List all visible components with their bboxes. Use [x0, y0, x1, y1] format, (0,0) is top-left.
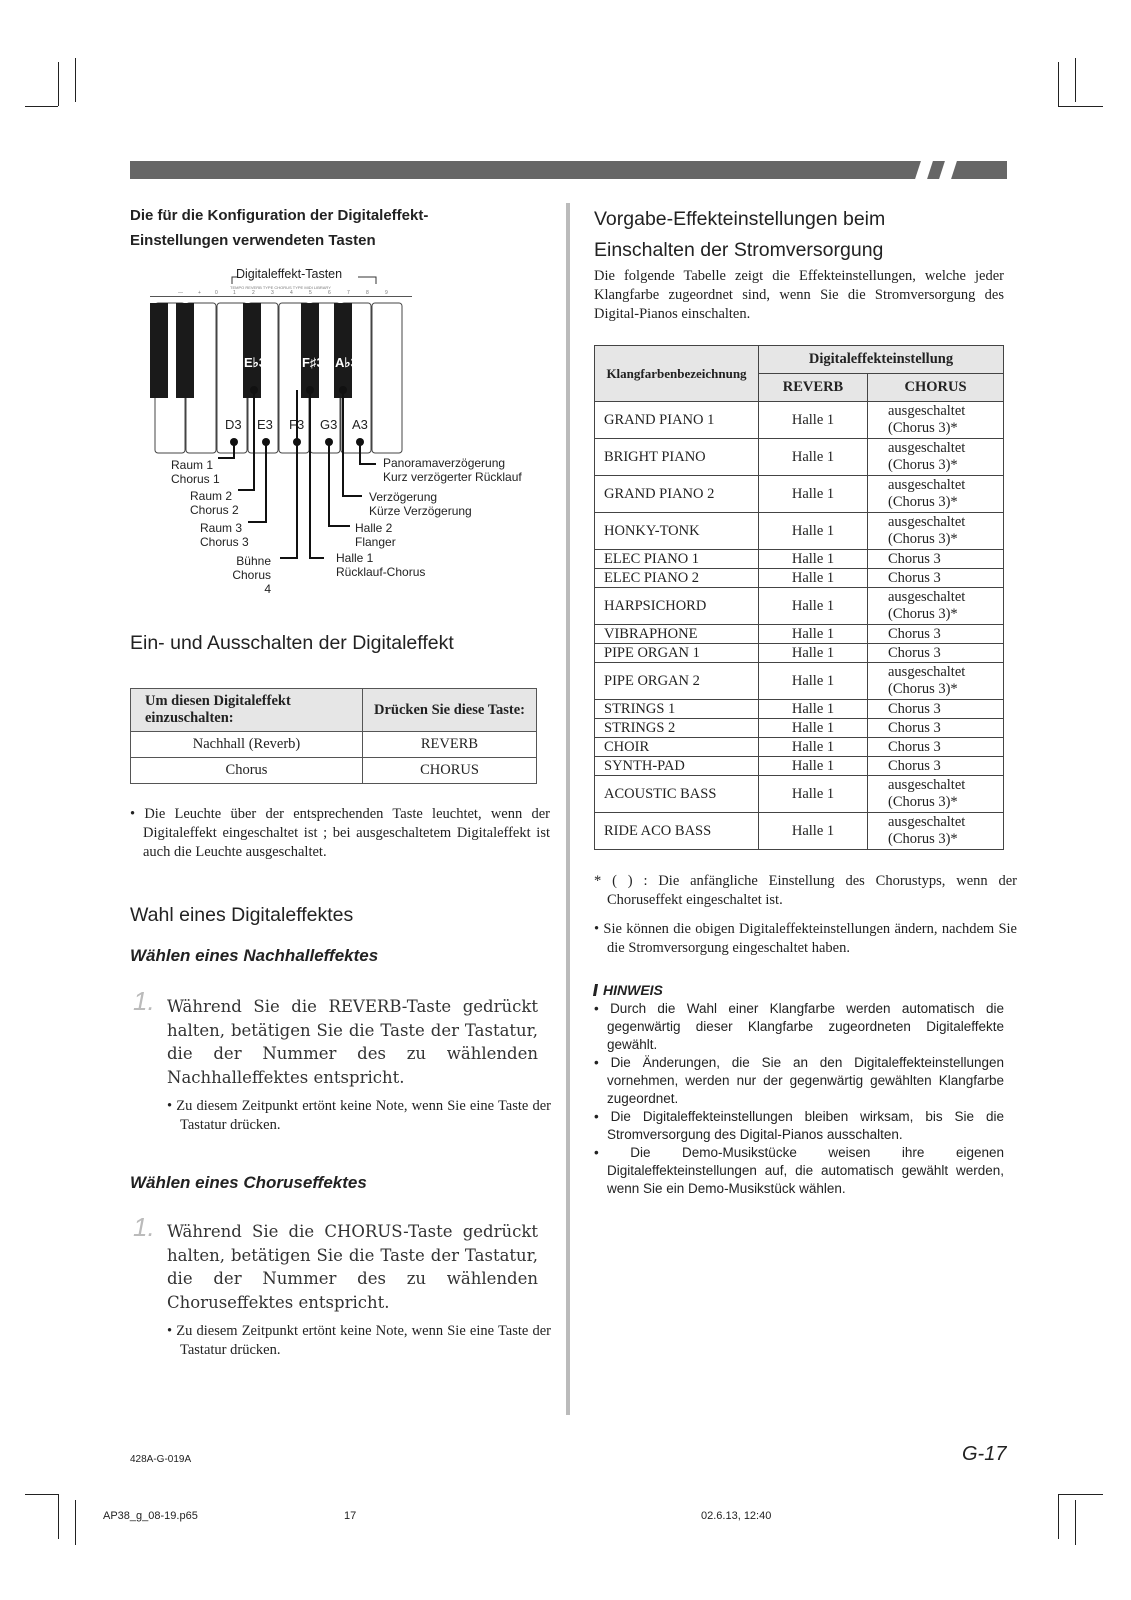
hint-item: • Die Digitaleffekteinstellungen bleiben wirksam, bis Sie die Stromversorgung des Digital-Pianos ausschalten. [594, 1109, 1004, 1142]
cell-tone: STRINGS 2 [595, 719, 759, 738]
chorus-value: ausgeschaltet [888, 664, 966, 680]
print-date: 02.6.13, 12:40 [701, 1510, 772, 1522]
svg-text:4: 4 [290, 290, 293, 296]
chorus-value: Chorus 3 [888, 700, 941, 717]
cell-tone: SYNTH-PAD [595, 757, 759, 776]
cell-tone: STRINGS 1 [595, 700, 759, 719]
defaults-heading-line1: Vorgabe-Effekteinstellungen beim [594, 208, 886, 230]
table-row [131, 732, 537, 758]
cell-reverb: Halle 1 [759, 569, 868, 588]
onoff-table [130, 688, 537, 784]
chorus-value: ausgeschaltet [888, 477, 966, 493]
chorus-value: ausgeschaltet [888, 777, 966, 793]
hint-item: • Die Demo-Musikstücke weisen ihre eigenen Digitaleffekteinstellungen auf, die automatisch gewählt werden, wenn Sie ein Demo-Musikstück wählen. [594, 1145, 1004, 1196]
chorus-value: Chorus 3 [888, 757, 941, 774]
svg-text:8: 8 [366, 290, 369, 296]
cell-chorus [868, 625, 1004, 644]
header-chorus: CHORUS [868, 374, 1004, 402]
cell-tone: ELEC PIANO 1 [595, 550, 759, 569]
chorus-value: Chorus 3 [888, 719, 941, 736]
reverb-subheading: Wählen eines Nachhalleffektes [130, 946, 379, 965]
onoff-heading: Ein- und Ausschalten der Digitaleffekt [130, 632, 454, 654]
cell-chorus [868, 476, 1004, 513]
chorus-value: ausgeschaltet [888, 403, 966, 419]
cell-reverb: Halle 1 [759, 625, 868, 644]
key-label-eb3: E♭3 [244, 355, 267, 370]
callout-room1: Raum 1 Chorus 1 [171, 458, 220, 486]
table-row [595, 738, 1004, 757]
file-name: AP38_g_08-19.p65 [103, 1510, 198, 1522]
header-bar [130, 161, 1007, 179]
cell-tone: HARPSICHORD [595, 588, 759, 625]
cell-tone: PIPE ORGAN 2 [595, 663, 759, 700]
reverb-step-text: Während Sie die REVERB-Taste gedrückt halten, betätigen Sie die Taste der Tastatur, die der Nummer des zu wählenden Nachhalleffektes entspricht. [167, 997, 538, 1087]
cell-tone: ELEC PIANO 2 [595, 569, 759, 588]
cell-chorus [868, 663, 1004, 700]
defaults-heading-line2: Einschalten der Stromversorgung [594, 239, 884, 261]
defaults-intro: Die folgende Tabelle zeigt die Effekteinstellungen, welche jeder Klangfarbe zugeordnet sind, wenn Sie die Stromversorgung des Digital-Pianos einschalten. [594, 268, 1004, 322]
cell-tone: HONKY-TONK [595, 513, 759, 550]
keys-heading [130, 203, 550, 253]
cell-reverb: Halle 1 [759, 439, 868, 476]
chorus-step-text: Während Sie die CHORUS-Taste gedrückt halten, betätigen Sie die Taste der Tastatur, die der Nummer des zu wählenden Choruseffektes entspricht. [167, 1222, 538, 1312]
chorus-initial-value: (Chorus 3)* [888, 494, 958, 510]
cell-reverb: Halle 1 [759, 588, 868, 625]
cell-reverb: Halle 1 [759, 757, 868, 776]
cell-chorus [868, 700, 1004, 719]
keys-heading-line2: Einstellungen verwendeten Tasten [130, 232, 376, 249]
svg-text:2: 2 [252, 290, 255, 296]
callout-room2: Raum 2 Chorus 2 [190, 489, 239, 517]
cell-key: REVERB [363, 732, 537, 758]
cell-reverb: Halle 1 [759, 513, 868, 550]
chorus-initial-value: (Chorus 3)* [888, 457, 958, 473]
table-row [595, 476, 1004, 513]
table-row [595, 757, 1004, 776]
keyboard-diagram [150, 267, 550, 600]
bracket-label: Digitaleffekt-Tasten [236, 267, 343, 281]
cell-reverb: Halle 1 [759, 476, 868, 513]
hint-item: • Durch die Wahl einer Klangfarbe werden automatisch die gegenwärtig dieser Klangfarbe zugeordneten Digitaleffekte gewählt. [594, 1001, 1005, 1052]
chorus-initial-value: (Chorus 3)* [888, 420, 958, 436]
header-reverb: REVERB [759, 374, 868, 402]
key-label-g3: G3 [320, 417, 338, 432]
defaults-heading [594, 204, 885, 266]
chorus-value: ausgeschaltet [888, 589, 966, 605]
cell-reverb: Halle 1 [759, 719, 868, 738]
table-row [595, 513, 1004, 550]
page-number: G-17 [962, 1443, 1007, 1465]
callout-delay: Verzögerung Kürze Verzögerung [369, 490, 472, 518]
cell-tone: PIPE ORGAN 1 [595, 644, 759, 663]
chorus-initial-value: (Chorus 3)* [888, 606, 958, 622]
cell-reverb: Halle 1 [759, 776, 868, 813]
cell-tone: GRAND PIANO 2 [595, 476, 759, 513]
key-label-f3: F3 [289, 417, 305, 432]
chorus-initial-value: (Chorus 3)* [888, 831, 958, 847]
table-row [595, 569, 1004, 588]
reverb-step-number: 1. [133, 986, 155, 1016]
svg-text:6: 6 [328, 290, 331, 296]
hint-item: • Die Änderungen, die Sie an den Digitaleffekteinstellungen vornehmen, werden nur der gegenwärtig gewählten Klangfarbe zugeordnet. [594, 1055, 1004, 1106]
defaults-table-body [595, 402, 1004, 850]
cell-reverb: Halle 1 [759, 550, 868, 569]
chorus-value: ausgeschaltet [888, 440, 966, 456]
chorus-step-note: • Zu diesem Zeitpunkt ertönt keine Note, wenn Sie eine Taste der Tastatur drücken. [167, 1323, 551, 1358]
svg-text:TEMPO REVERB TYPE CHORUS TYP: TEMPO REVERB TYPE CHORUS TYPE MIDI LIBRARY [230, 285, 331, 290]
cell-reverb: Halle 1 [759, 663, 868, 700]
cell-key: CHORUS [363, 758, 537, 784]
chorus-value: Chorus 3 [888, 738, 941, 755]
svg-text:7: 7 [347, 290, 350, 296]
chorus-step-number: 1. [133, 1212, 155, 1242]
table-row [595, 644, 1004, 663]
column-divider [566, 203, 570, 1415]
onoff-header-key: Drücken Sie diese Taste: [363, 689, 537, 732]
chorus-initial-value: (Chorus 3)* [888, 531, 958, 547]
sheet-number: 17 [344, 1510, 357, 1522]
cell-reverb: Halle 1 [759, 644, 868, 663]
svg-text:0: 0 [215, 290, 218, 296]
cell-tone: ACOUSTIC BASS [595, 776, 759, 813]
cell-reverb: Halle 1 [759, 738, 868, 757]
callout-pan-delay: Panoramaverzögerung Kurz verzögerter Rücklauf [383, 456, 522, 484]
table-row [595, 776, 1004, 813]
doc-code: 428A-G-019A [130, 1454, 192, 1465]
cell-reverb: Halle 1 [759, 700, 868, 719]
callout-hall1: Halle 1 Rücklauf-Chorus [336, 551, 426, 579]
table-row [595, 719, 1004, 738]
cell-chorus [868, 588, 1004, 625]
keys-heading-line1: Die für die Konfiguration der Digitaleffekt- [130, 207, 429, 224]
header-effect-group: Digitaleffekteinstellung [759, 346, 1004, 374]
chorus-subheading: Wählen eines Choruseffektes [130, 1173, 367, 1192]
cell-tone: VIBRAPHONE [595, 625, 759, 644]
key-label-fs3: F♯3 [302, 355, 324, 370]
chorus-value: Chorus 3 [888, 644, 941, 661]
callout-stage: Bühne Chorus 4 [232, 554, 271, 596]
chorus-initial-value: (Chorus 3)* [888, 794, 958, 810]
cell-chorus [868, 813, 1004, 850]
cell-chorus [868, 569, 1004, 588]
table-row [595, 550, 1004, 569]
callout-room3: Raum 3 Chorus 3 [200, 521, 249, 549]
footnote: * ( ) : Die anfängliche Einstellung des Chorustyps, wenn der Choruseffekt eingeschaltet ist. [594, 873, 1017, 908]
defaults-table [594, 345, 1004, 850]
chorus-value: Chorus 3 [888, 625, 941, 642]
key-label-e3: E3 [257, 417, 273, 432]
key-label-d3: D3 [225, 417, 242, 432]
cell-chorus [868, 550, 1004, 569]
header-tone: Klangfarbenbezeichnung [595, 346, 759, 402]
chorus-value: Chorus 3 [888, 550, 941, 567]
hint-title [594, 982, 663, 998]
chorus-value: ausgeschaltet [888, 514, 966, 530]
chorus-initial-value: (Chorus 3)* [888, 681, 958, 697]
cell-chorus [868, 644, 1004, 663]
svg-text:+: + [198, 290, 201, 296]
svg-text:—: — [178, 290, 183, 296]
chorus-value: Chorus 3 [888, 569, 941, 586]
svg-text:1: 1 [233, 290, 236, 296]
table-row [595, 813, 1004, 850]
cell-chorus [868, 402, 1004, 439]
table-row [595, 625, 1004, 644]
cell-chorus [868, 738, 1004, 757]
cell-chorus [868, 757, 1004, 776]
table-row [131, 758, 537, 784]
cell-chorus [868, 513, 1004, 550]
table-row [595, 588, 1004, 625]
cell-effect: Nachhall (Reverb) [131, 732, 363, 758]
cell-chorus [868, 439, 1004, 476]
svg-text:9: 9 [385, 290, 388, 296]
table-row [595, 700, 1004, 719]
hint-title-text: HINWEIS [603, 982, 663, 998]
onoff-header-effect: Um diesen Digitaleffekt einzuschalten: [131, 689, 363, 732]
cell-chorus [868, 776, 1004, 813]
select-heading: Wahl eines Digitaleffektes [130, 904, 354, 926]
onoff-note: • Die Leuchte über der entsprechenden Taste leuchtet, wenn der Digitaleffekt eingeschaltet ist ; bei ausgeschaltetem Digitaleffekt ist auch die Leuchte ausgeschaltet. [130, 806, 550, 860]
cell-reverb: Halle 1 [759, 813, 868, 850]
cell-tone: RIDE ACO BASS [595, 813, 759, 850]
cell-tone: CHOIR [595, 738, 759, 757]
cell-tone: GRAND PIANO 1 [595, 402, 759, 439]
cell-chorus [868, 719, 1004, 738]
hint-list [594, 1000, 1004, 1198]
table-row [595, 402, 1004, 439]
callout-hall2: Halle 2 Flanger [355, 521, 396, 549]
svg-text:3: 3 [271, 290, 274, 296]
cell-tone: BRIGHT PIANO [595, 439, 759, 476]
key-label-a3: A3 [352, 417, 368, 432]
reverb-step-note: • Zu diesem Zeitpunkt ertönt keine Note, wenn Sie eine Taste der Tastatur drücken. [167, 1098, 551, 1133]
hint-marker-icon [593, 984, 598, 996]
table-row [595, 439, 1004, 476]
cell-effect: Chorus [131, 758, 363, 784]
chorus-value: ausgeschaltet [888, 814, 966, 830]
cell-reverb: Halle 1 [759, 402, 868, 439]
table-row [595, 663, 1004, 700]
key-label-ab3: A♭3 [335, 355, 358, 370]
svg-text:5: 5 [309, 290, 312, 296]
change-note: • Sie können die obigen Digitaleffekteinstellungen ändern, nachdem Sie die Stromversorgung eingeschaltet haben. [594, 921, 1017, 956]
